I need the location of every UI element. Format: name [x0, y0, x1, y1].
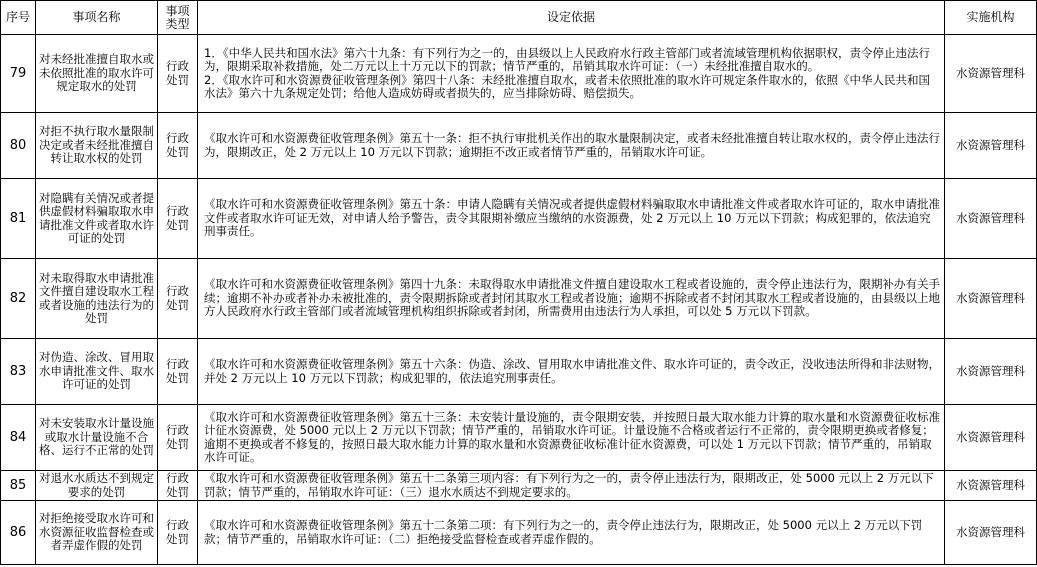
row-org: 水资源管理科: [945, 405, 1037, 471]
row-basis: [198, 35, 945, 113]
table-row: [1, 501, 1037, 565]
row-seq: 86: [1, 501, 36, 565]
table-row: [1, 339, 1037, 405]
row-basis: [198, 179, 945, 259]
row-seq: 80: [1, 113, 36, 179]
row-item-name: 对拒不执行取水量限制决定或者未经批准擅自转让取水权的处罚: [36, 113, 158, 179]
row-org: 水资源管理科: [945, 113, 1037, 179]
header-name: 事项名称: [36, 1, 158, 35]
row-item-type: 行政处罚: [158, 259, 198, 339]
row-item-name: 对隐瞒有关情况或者提供虚假材料骗取取水申请批准文件或者取水许可证的处罚: [36, 179, 158, 259]
basis-paragraph: 《取水许可和水资源费征收管理条例》第五十二条第三项内容：有下列行为之一的，责令停止违法行为，限期改正，处 5000 元以上 2 万元以下罚款；情节严重的，吊销取水许可证：（三）退水水质达不到规定要求的。: [204, 471, 934, 499]
row-item-name: 对伪造、涂改、冒用取水申请批准文件、取水许可证的处罚: [36, 339, 158, 405]
row-seq: 81: [1, 179, 36, 259]
table-row: [1, 471, 1037, 501]
basis-paragraph: 《取水许可和水资源费征收管理条例》第五十一条：拒不执行审批机关作出的取水量限制决定，或者未经批准擅自转让取水权的，责令停止违法行为，限期改正，处 2 万元以上 10 万元以下罚款；逾期拒不改正或者情节严重的，吊销取水许可证。: [204, 131, 940, 159]
row-basis: [198, 113, 945, 179]
row-item-name: 对退水水质达不到规定要求的处罚: [36, 471, 158, 501]
row-basis: [198, 405, 945, 471]
row-item-type: 行政处罚: [158, 405, 198, 471]
table-row: [1, 35, 1037, 113]
header-type: 事项类型: [158, 1, 198, 35]
row-seq: 83: [1, 339, 36, 405]
row-org: 水资源管理科: [945, 35, 1037, 113]
header-seq: 序号: [1, 1, 36, 35]
row-org: 水资源管理科: [945, 339, 1037, 405]
row-seq: 84: [1, 405, 36, 471]
basis-paragraph: 2．《取水许可和水资源费征收管理条例》第四十八条：未经批准擅自取水，或者未依照批准的取水许可规定条件取水的，依照《中华人民共和国水法》第六十九条规定处罚；给他人造成妨碍或者损失的，应当排除妨碍、赔偿损失。: [204, 72, 931, 100]
table-row: [1, 405, 1037, 471]
basis-paragraph: 《取水许可和水资源费征收管理条例》第五十条：申请人隐瞒有关情况或者提供虚假材料骗取取水申请批准文件或者取水许可证的，取水申请批准文件或者取水许可证无效，对申请人给予警告，责令其限期补缴应当缴纳的水资源费，处 2 万元以上 10 万元以下罚款；构成犯罪的，依法追究刑事责任。: [204, 197, 940, 239]
basis-paragraph: 《取水许可和水资源费征收管理条例》第五十二条第二项：有下列行为之一的，责令停止违法行为，限期改正，处 5000 元以上 2 万元以下罚款；情节严重的，吊销取水许可证：（二）拒绝接受监督检查或者弄虚作假的。: [204, 518, 923, 546]
row-basis: [198, 471, 945, 501]
row-basis: [198, 259, 945, 339]
row-item-name: 对未安装取水计量设施或取水计量设施不合格、运行不正常的处罚: [36, 405, 158, 471]
header-row: [1, 1, 1037, 35]
header-basis: 设定依据: [198, 1, 945, 35]
row-basis: [198, 339, 945, 405]
basis-paragraph: 《取水许可和水资源费征收管理条例》第五十六条：伪造、涂改、冒用取水申请批准文件、取水许可证的，责令改正，没收违法所得和非法财物，并处 2 万元以上 10 万元以下罚款；构成犯罪的，依法追究刑事责任。: [204, 357, 940, 385]
basis-paragraph: 1．《中华人民共和国水法》第六十九条：有下列行为之一的，由县级以上人民政府水行政主管部门或者流域管理机构依据职权，责令停止违法行为，限期采取补救措施，处二万元以上十万元以下的罚款；情节严重的，吊销其取水许可证：（一）未经批准擅自取水的。: [204, 45, 931, 73]
row-org: 水资源管理科: [945, 259, 1037, 339]
row-seq: 79: [1, 35, 36, 113]
basis-paragraph: 《取水许可和水资源费征收管理条例》第四十九条：未取得取水申请批准文件擅自建设取水工程或者设施的，责令停止违法行为，限期补办有关手续；逾期不补办或者补办未被批准的，责令限期拆除或者封闭其取水工程或者设施；逾期不拆除或者不封闭其取水工程或者设施的，由县级以上地方人民政府水行政主管部门或者流域管理机构组织拆除或者封闭，所需费用由违法行为人承担，可以处 5 万元以下罚款。: [204, 277, 940, 319]
row-item-type: 行政处罚: [158, 35, 198, 113]
row-basis: [198, 501, 945, 565]
table-row: [1, 113, 1037, 179]
row-seq: 85: [1, 471, 36, 501]
row-org: 水资源管理科: [945, 471, 1037, 501]
row-org: 水资源管理科: [945, 179, 1037, 259]
row-item-type: 行政处罚: [158, 113, 198, 179]
row-seq: 82: [1, 259, 36, 339]
row-item-type: 行政处罚: [158, 471, 198, 501]
row-item-name: 对未经批准擅自取水或未依照批准的取水许可规定取水的处罚: [36, 35, 158, 113]
table-row: [1, 259, 1037, 339]
row-item-name: 对未取得取水申请批准文件擅自建设取水工程或者设施的违法行为的处罚: [36, 259, 158, 339]
row-item-type: 行政处罚: [158, 501, 198, 565]
row-item-type: 行政处罚: [158, 339, 198, 405]
row-item-name: 对拒绝接受取水许可和水资源征收监督检查或者弄虚作假的处罚: [36, 501, 158, 565]
basis-paragraph: 《取水许可和水资源费征收管理条例》第五十三条：未安装计量设施的，责令限期安装，并按照日最大取水能力计算的取水量和水资源费征收标准计征水资源费，处 5000 元以上 2 万元以下罚款；情节严重的，吊销取水许可证。计量设施不合格或者运行不正常的，责令限期更换或者修复；逾期不更换或者不修复的，按照日最大取水能力计算的取水量和水资源费征收标准计征水资源费，可以处 1 万元以下罚款；情节严重的，吊销取水许可证。: [204, 409, 940, 464]
row-item-type: 行政处罚: [158, 179, 198, 259]
table-row: [1, 179, 1037, 259]
header-org: 实施机构: [945, 1, 1037, 35]
row-org: 水资源管理科: [945, 501, 1037, 565]
